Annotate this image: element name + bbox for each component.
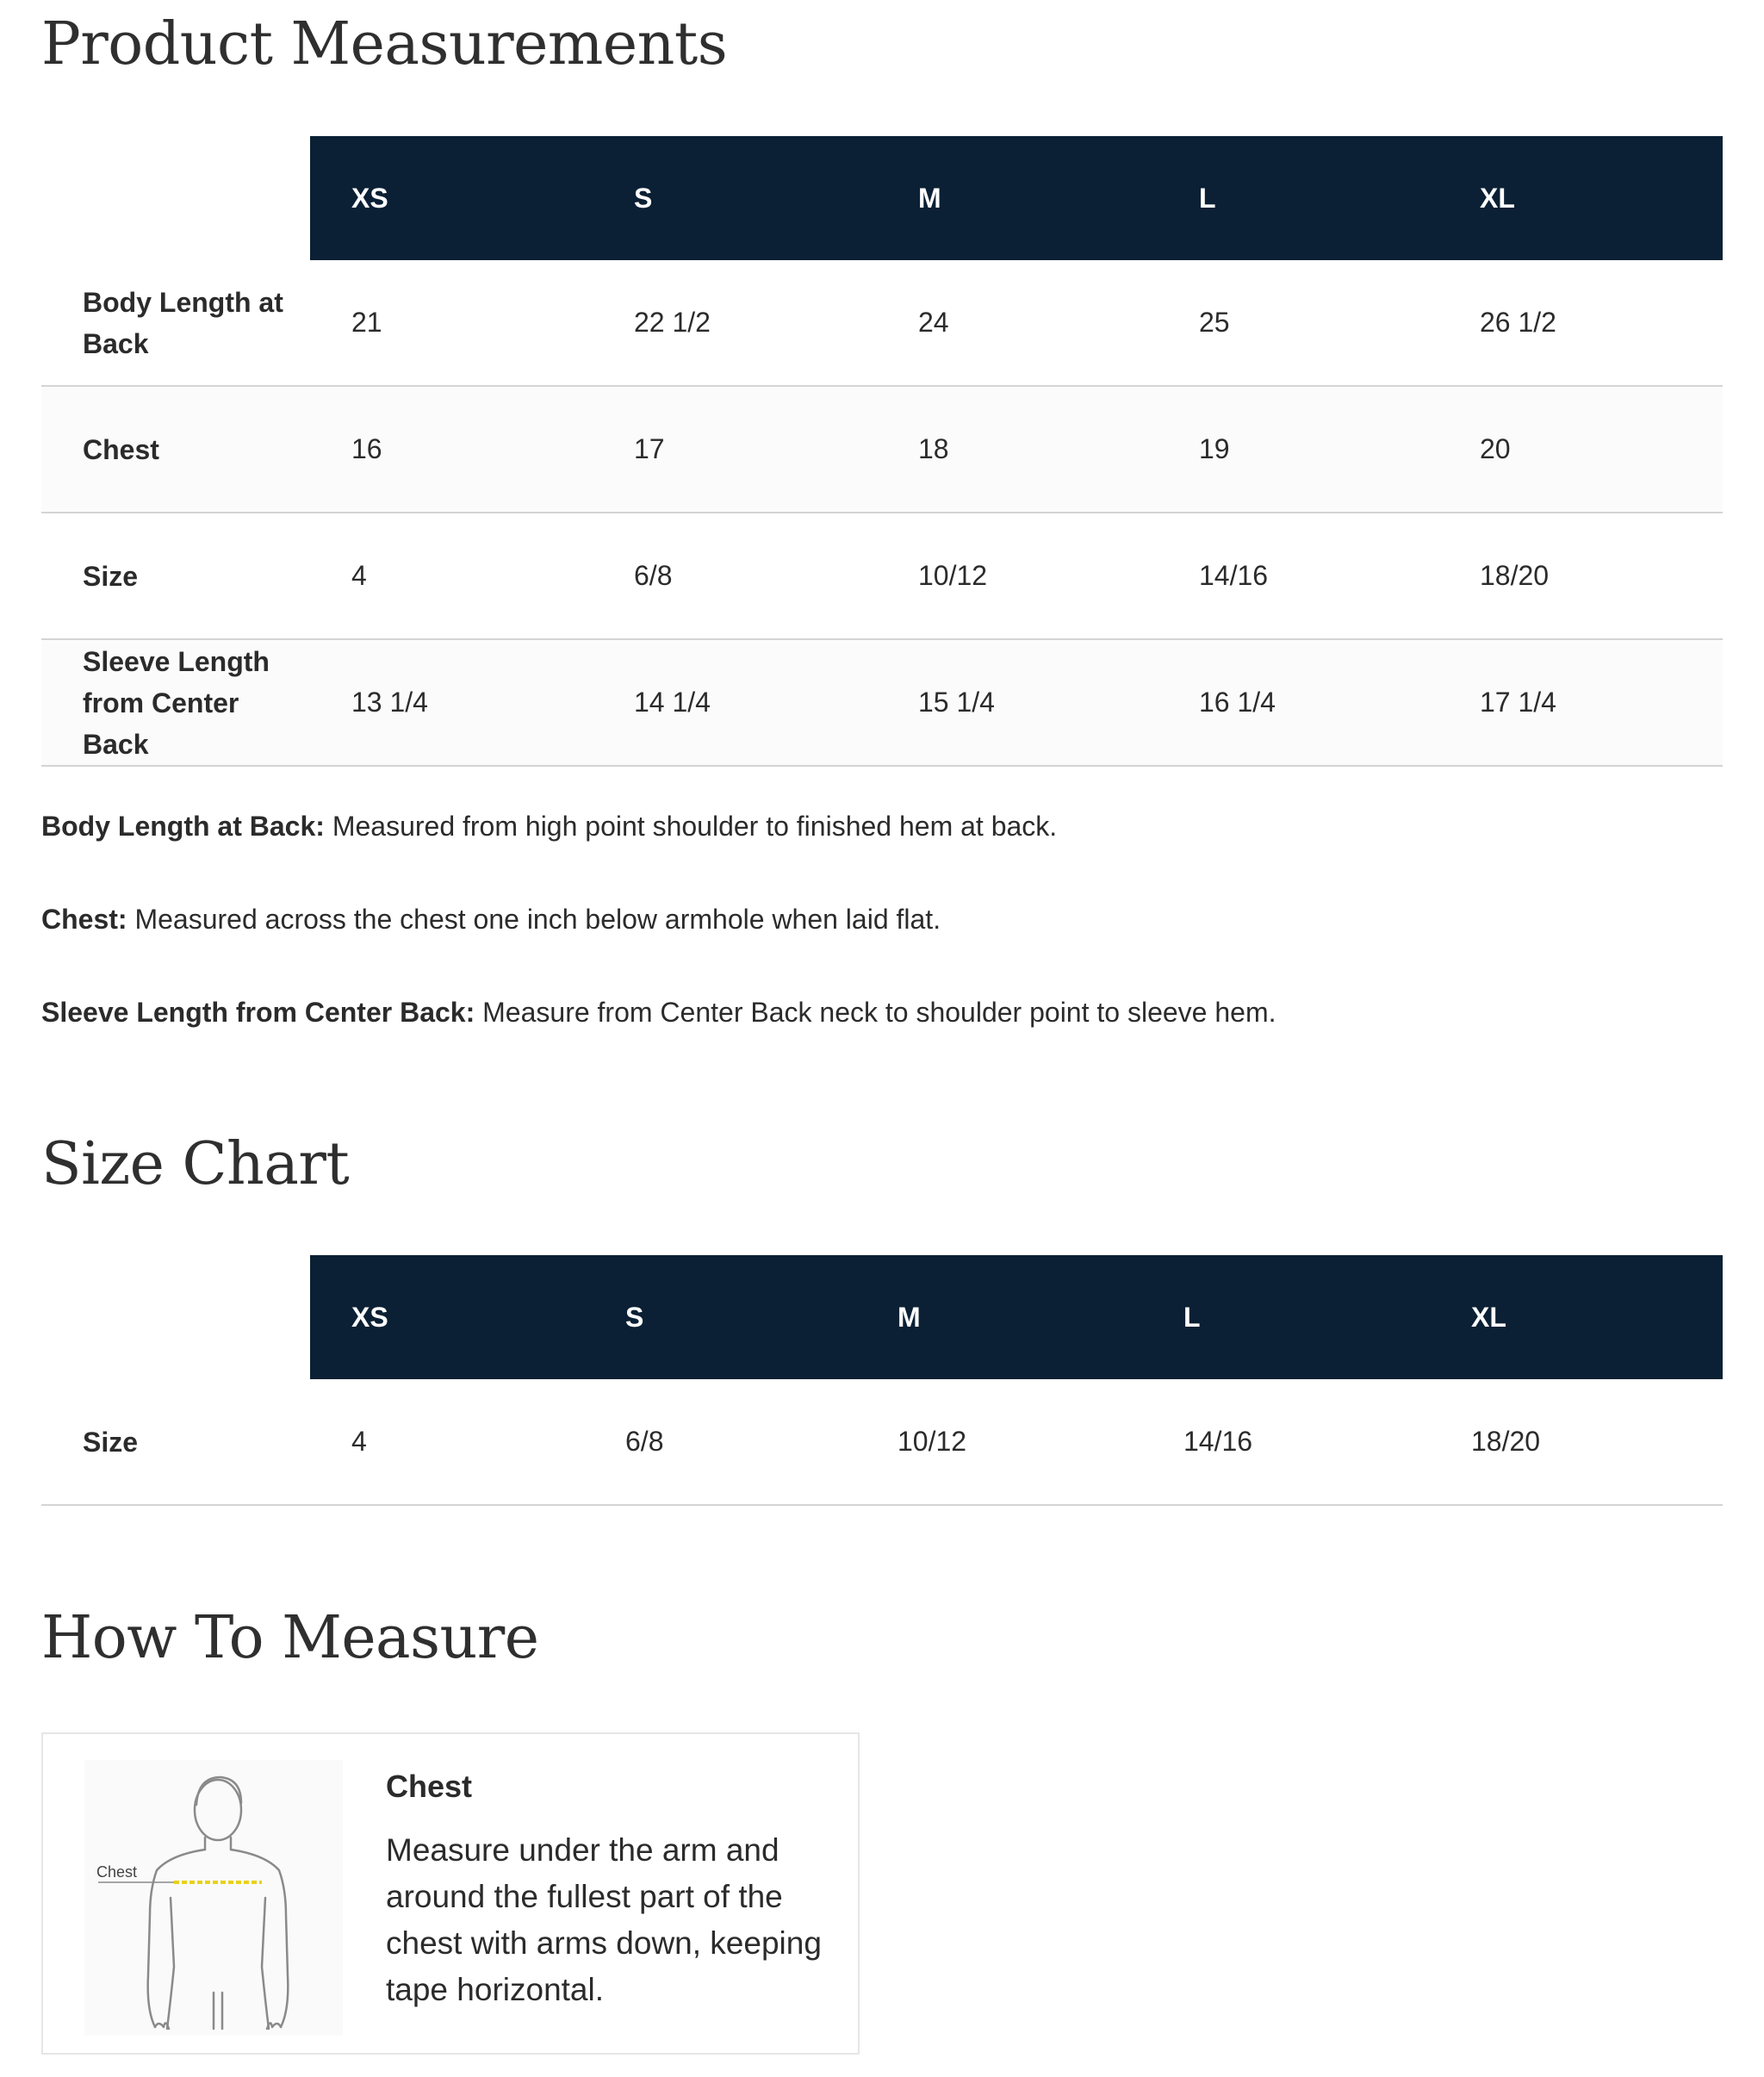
note-term: Body Length at Back: [41,811,325,842]
table-cell: 16 1/4 [1158,639,1438,766]
product-measurements-table [41,136,1723,767]
measure-card-body: Measure under the arm and around the fullest part of the chest with arms down, keeping tape horizontal. [386,1832,822,2007]
size-header-l: L [1142,1255,1430,1379]
table-row [41,260,1723,386]
size-header-s: S [593,136,877,260]
table-header-row [41,136,1723,260]
table-cell: 14/16 [1158,513,1438,639]
figure-chest-label: Chest [96,1863,138,1881]
size-header-xs: XS [310,1255,584,1379]
table-cell: 18 [877,386,1158,513]
measure-card-text [386,1769,834,2013]
size-header-xs: XS [310,136,593,260]
size-header-m: M [856,1255,1142,1379]
table-cell: 10/12 [856,1379,1142,1505]
table-cell: 4 [310,513,593,639]
note-chest [41,899,1723,992]
table-cell: 17 [593,386,877,513]
chest-measurement-figure [84,1760,343,2036]
table-cell: 4 [310,1379,584,1505]
note-term: Chest: [41,904,127,935]
note-text: Measured from high point shoulder to finished hem at back. [324,811,1058,842]
size-header-l: L [1158,136,1438,260]
note-text: Measured across the chest one inch below armhole when laid flat. [127,904,941,935]
table-cell: 26 1/2 [1438,260,1723,386]
table-cell: 6/8 [593,513,877,639]
table-cell: 25 [1158,260,1438,386]
table-header-row [41,1255,1723,1379]
header-blank-cell [41,136,310,260]
note-text: Measure from Center Back neck to shoulder point to sleeve hem. [475,997,1276,1028]
table-cell: 6/8 [584,1379,856,1505]
table-cell: 20 [1438,386,1723,513]
note-body-length [41,805,1723,899]
row-label-chest: Chest [41,386,310,513]
note-term: Sleeve Length from Center Back: [41,997,475,1028]
table-cell: 22 1/2 [593,260,877,386]
body-outline-icon [84,1760,343,2036]
table-cell: 15 1/4 [877,639,1158,766]
table-cell: 19 [1158,386,1438,513]
table-row [41,386,1723,513]
size-chart-table [41,1255,1723,1506]
size-header-s: S [584,1255,856,1379]
table-cell: 21 [310,260,593,386]
size-header-xl: XL [1430,1255,1723,1379]
table-cell: 18/20 [1430,1379,1723,1505]
table-row [41,639,1723,766]
note-sleeve-length [41,992,1723,1085]
header-blank-cell [41,1255,310,1379]
table-cell: 24 [877,260,1158,386]
table-cell: 10/12 [877,513,1158,639]
measure-card-chest [41,1732,860,2055]
row-label-sleeve-length: Sleeve Length from Center Back [41,639,310,766]
row-label-body-length: Body Length at Back [41,260,310,386]
table-cell: 14 1/4 [593,639,877,766]
table-row [41,513,1723,639]
measure-card-heading: Chest [386,1769,473,1804]
size-header-xl: XL [1438,136,1723,260]
how-to-measure-title: How To Measure [41,1604,539,1672]
table-cell: 16 [310,386,593,513]
table-cell: 14/16 [1142,1379,1430,1505]
table-cell: 18/20 [1438,513,1723,639]
size-chart-title: Size Chart [41,1130,350,1198]
table-row [41,1379,1723,1505]
size-header-m: M [877,136,1158,260]
row-label-size: Size [41,513,310,639]
product-measurements-title: Product Measurements [41,10,728,78]
table-cell: 17 1/4 [1438,639,1723,766]
measurement-notes [41,805,1723,1085]
row-label-size: Size [41,1379,310,1505]
table-cell: 13 1/4 [310,639,593,766]
